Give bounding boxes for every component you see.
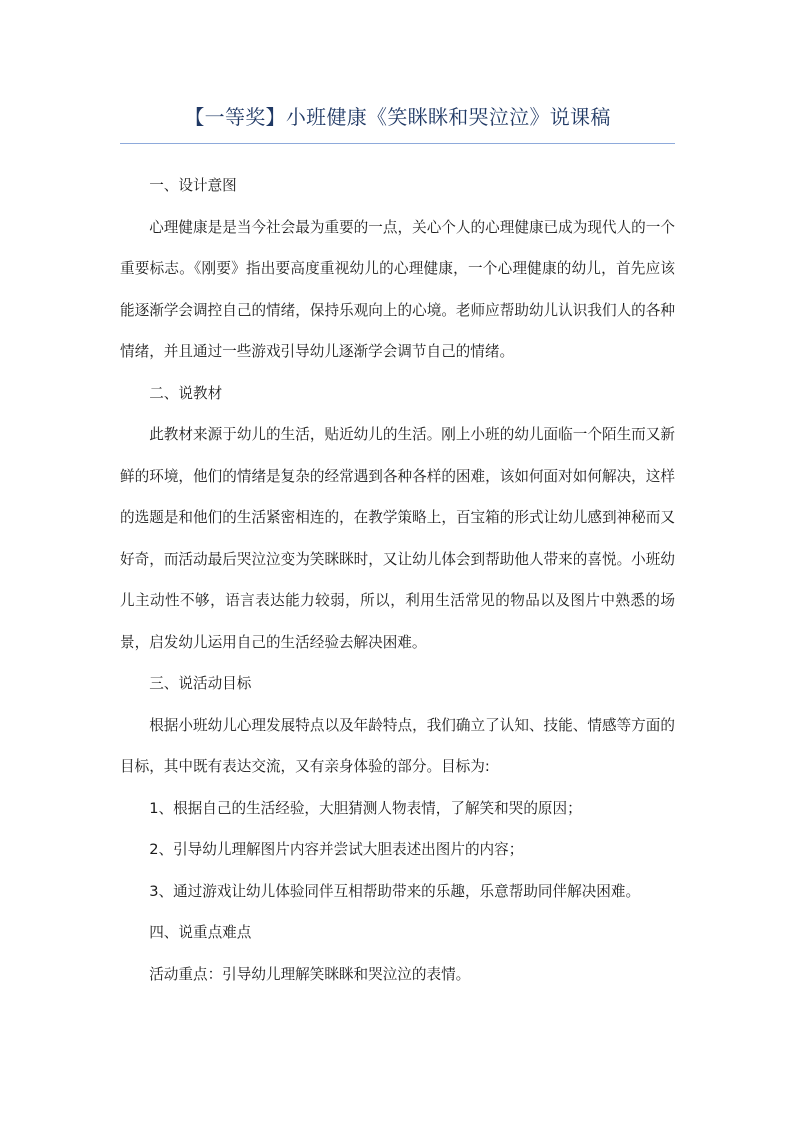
paragraph-activity-goals: 根据小班幼儿心理发展特点以及年龄特点，我们确立了认知、技能、情感等方面的目标，其中既有表达交流，又有亲身体验的部分。目标为: [120,716,675,775]
paragraph-key-points: 活动重点：引导幼儿理解笑眯眯和哭泣泣的表情。 [149,965,471,983]
goal-item: 2、引导幼儿理解图片内容并尝试大胆表述出图片的内容； [149,841,524,858]
document-title: 【一等奖】小班健康《笑眯眯和哭泣泣》说课稿 [184,105,611,129]
section-heading-design-intent: 一、设计意图 [149,177,237,194]
goal-item: 1、根据自己的生活经验，大胆猜测人物表情，了解笑和哭的原因； [149,799,582,817]
section-heading-teaching-material: 二、说教材 [149,384,223,402]
section-heading-key-points: 四、说重点难点 [149,924,252,941]
paragraph-teaching-material: 此教材来源于幼儿的生活，贴近幼儿的生活。刚上小班的幼儿面临一个陌生而又新鲜的环境，他们的情绪是复杂的经常遇到各种各样的困难，该如何面对如何解决，这样的选题是和他们的生活紧密相连的，在教学策略上，百宝箱的形式让幼儿感到神秘而又好奇，而活动最后哭泣泣变为笑眯眯时，又让幼儿体会到帮助他人带来的喜悦。小班幼儿主动性不够，语言表达能力较弱，所以，利用生活常见的物品以及图片中熟悉的场景，启发幼儿运用自己的生活经验去解决困难。 [120,426,675,651]
paragraph-design-intent: 心理健康是是当今社会最为重要的一点，关心个人的心理健康已成为现代人的一个重要标志。《刚要》指出要高度重视幼儿的心理健康，一个心理健康的幼儿，首先应该能逐渐学会调控自己的情绪，保持乐观向上的心境。老师应帮助幼儿认识我们人的各种情绪，并且通过一些游戏引导幼儿逐渐学会调节自己的情绪。 [120,218,675,360]
section-heading-activity-goals: 三、说活动目标 [149,675,252,692]
title-divider [120,143,675,144]
goal-item: 3、通过游戏让幼儿体验同伴互相帮助带来的乐趣，乐意帮助同伴解决困难。 [149,882,641,900]
document-body [120,165,675,995]
